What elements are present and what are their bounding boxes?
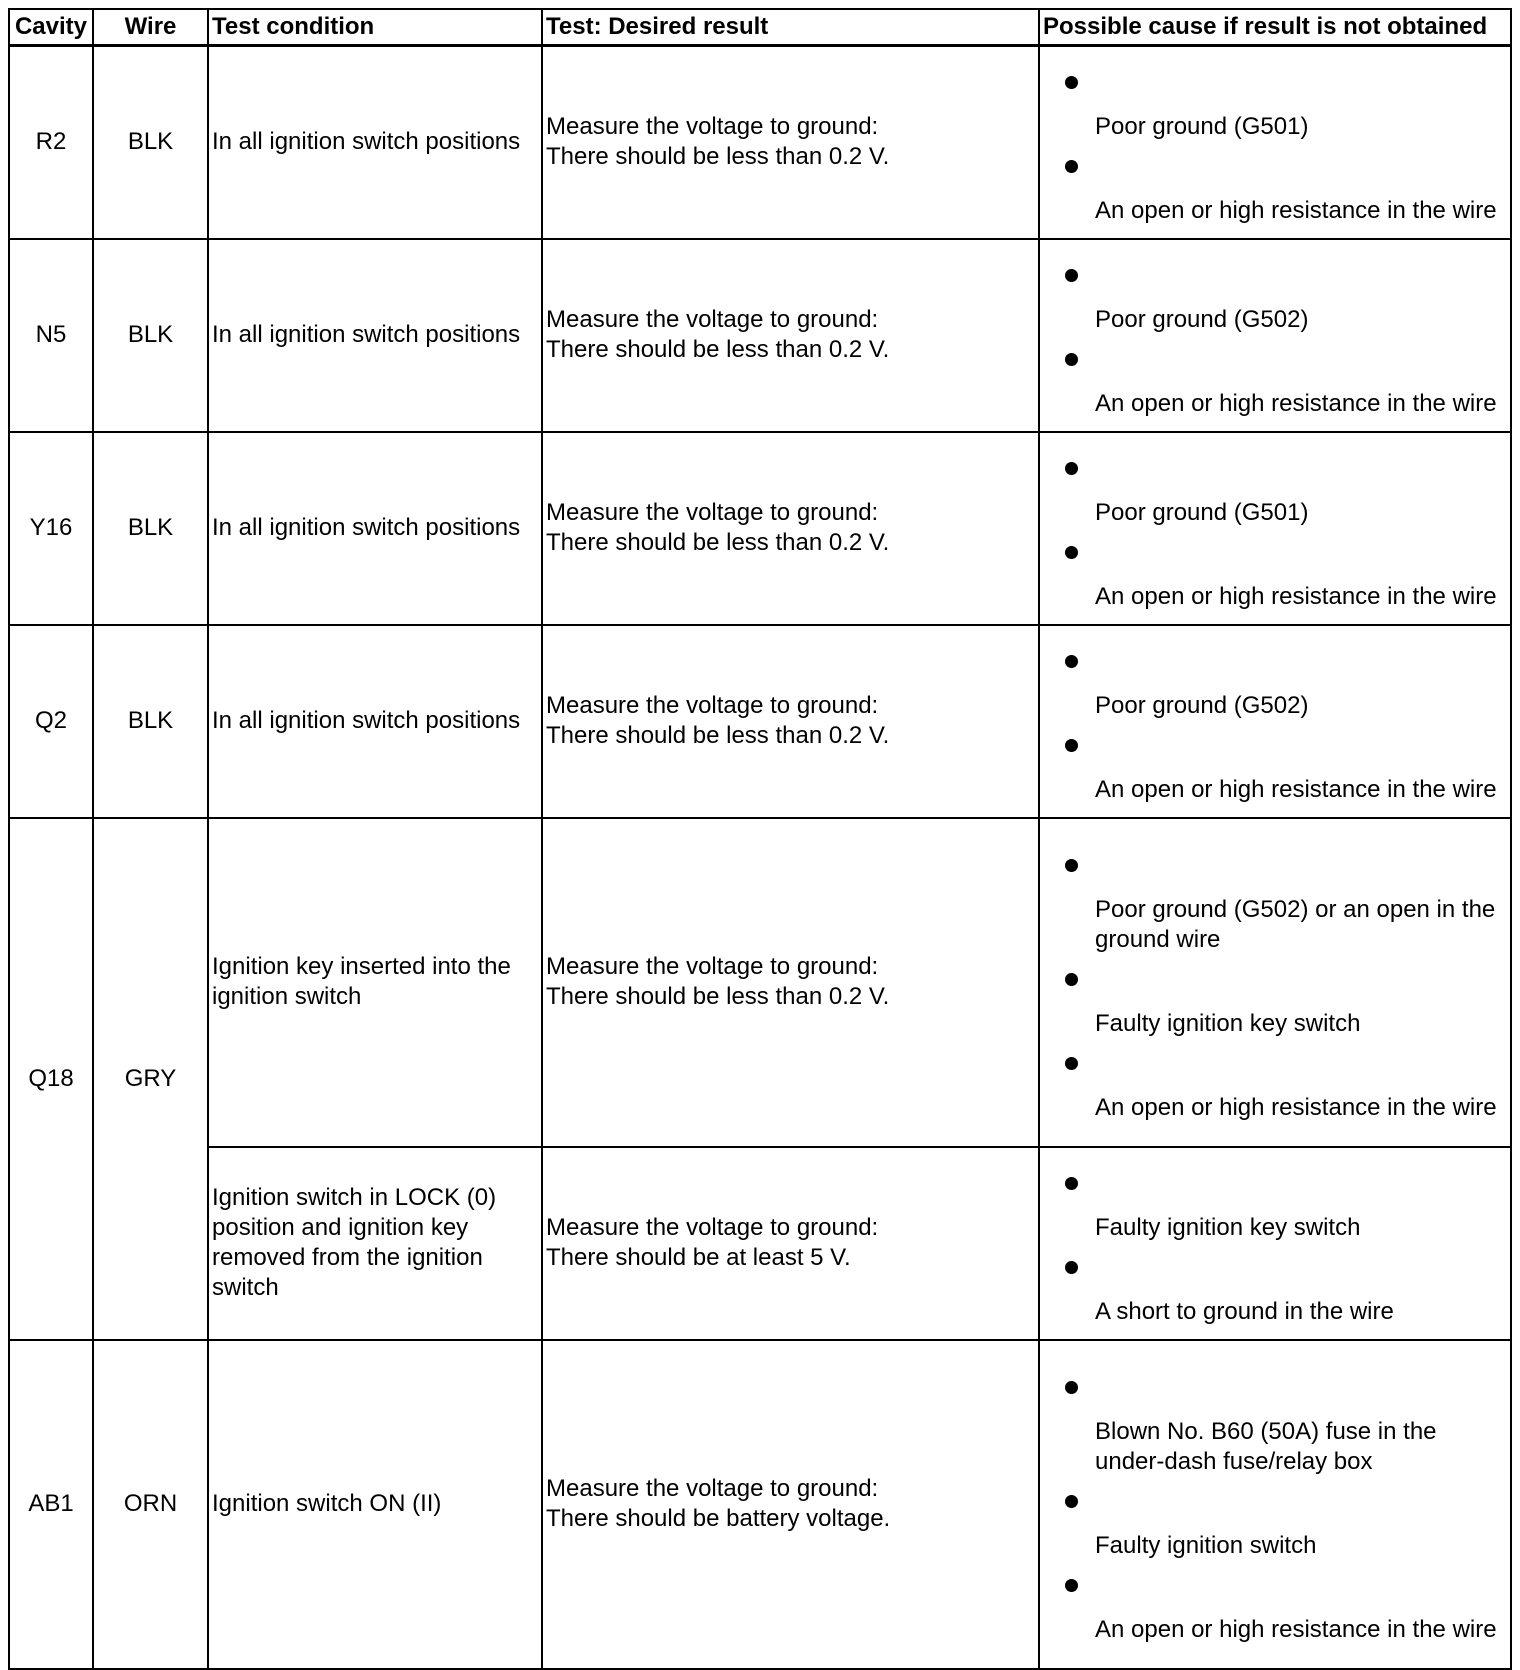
- table-row: [9, 46, 1511, 239]
- table-row: [9, 239, 1511, 432]
- bullet-icon: [1065, 1579, 1078, 1592]
- wire-cell: BLK: [93, 239, 208, 432]
- condition-cell: Ignition switch in LOCK (0) position and ignition key removed from the ignition switch: [208, 1147, 542, 1340]
- cause-item: [1043, 1039, 1507, 1123]
- bullet-icon: [1065, 1381, 1078, 1394]
- table-row: [9, 432, 1511, 625]
- table-row: [9, 625, 1511, 818]
- cause-item: [1043, 637, 1507, 721]
- cause-text: Faulty ignition switch: [1095, 1532, 1317, 1559]
- bullet-icon: [1065, 973, 1078, 986]
- cause-item: [1043, 1561, 1507, 1645]
- cause-text: Poor ground (G502): [1095, 692, 1309, 719]
- cause-item: [1043, 721, 1507, 805]
- causes-cell: [1039, 1147, 1511, 1340]
- result-line: Measure the voltage to ground:: [546, 692, 879, 719]
- result-line: Measure the voltage to ground:: [546, 1214, 879, 1241]
- header-wire: Wire: [93, 9, 208, 46]
- causes-cell: [1039, 239, 1511, 432]
- test-table: [8, 8, 1512, 1670]
- bullet-icon: [1065, 859, 1078, 872]
- cause-text: Blown No. B60 (50A) fuse in the under-dash fuse/relay box: [1095, 1418, 1437, 1475]
- result-cell: [542, 1340, 1039, 1669]
- bullet-icon: [1065, 160, 1078, 173]
- causes-cell: [1039, 818, 1511, 1147]
- header-test-condition: Test condition: [208, 9, 542, 46]
- condition-cell: In all ignition switch positions: [208, 46, 542, 239]
- cause-text: An open or high resistance in the wire: [1095, 1094, 1497, 1121]
- result-line: There should be at least 5 V.: [546, 1244, 851, 1271]
- cause-text: Faulty ignition key switch: [1095, 1214, 1361, 1241]
- result-line: Measure the voltage to ground:: [546, 1475, 879, 1502]
- cause-text: An open or high resistance in the wire: [1095, 390, 1497, 417]
- result-cell: [542, 818, 1039, 1147]
- cavity-cell: Y16: [9, 432, 93, 625]
- causes-cell: [1039, 625, 1511, 818]
- wire-cell: ORN: [93, 1340, 208, 1669]
- condition-cell: Ignition key inserted into the ignition switch: [208, 818, 542, 1147]
- bullet-icon: [1065, 739, 1078, 752]
- header-row: [9, 9, 1511, 46]
- cause-text: An open or high resistance in the wire: [1095, 583, 1497, 610]
- cause-item: [1043, 841, 1507, 955]
- table-row: [9, 1340, 1511, 1669]
- condition-cell: Ignition switch ON (II): [208, 1340, 542, 1669]
- cause-item: [1043, 335, 1507, 419]
- cause-item: [1043, 1477, 1507, 1561]
- cause-text: Poor ground (G502) or an open in the ground wire: [1095, 896, 1496, 953]
- cavity-cell: Q18: [9, 818, 93, 1340]
- result-line: There should be less than 0.2 V.: [546, 529, 890, 556]
- cause-text: An open or high resistance in the wire: [1095, 1616, 1497, 1643]
- cause-item: [1043, 251, 1507, 335]
- cause-item: [1043, 142, 1507, 226]
- cavity-cell: N5: [9, 239, 93, 432]
- result-cell: [542, 625, 1039, 818]
- cause-item: [1043, 1159, 1507, 1243]
- cavity-cell: AB1: [9, 1340, 93, 1669]
- cause-item: [1043, 58, 1507, 142]
- bullet-icon: [1065, 1261, 1078, 1274]
- cause-text: An open or high resistance in the wire: [1095, 776, 1497, 803]
- result-line: There should be less than 0.2 V.: [546, 722, 890, 749]
- cause-item: [1043, 528, 1507, 612]
- result-cell: [542, 46, 1039, 239]
- result-line: Measure the voltage to ground:: [546, 306, 879, 333]
- result-line: Measure the voltage to ground:: [546, 113, 879, 141]
- bullet-icon: [1065, 1495, 1078, 1508]
- header-possible-cause: Possible cause if result is not obtained: [1039, 9, 1511, 46]
- bullet-icon: [1065, 546, 1078, 559]
- condition-cell: In all ignition switch positions: [208, 239, 542, 432]
- cause-text: Faulty ignition key switch: [1095, 1010, 1361, 1037]
- causes-cell: [1039, 46, 1511, 239]
- result-line: There should be less than 0.2 V.: [546, 983, 890, 1010]
- cause-text: Poor ground (G501): [1095, 113, 1309, 141]
- result-cell: [542, 1147, 1039, 1340]
- wire-cell: GRY: [93, 818, 208, 1340]
- bullet-icon: [1065, 76, 1078, 89]
- cause-item: [1043, 1363, 1507, 1477]
- condition-cell: In all ignition switch positions: [208, 625, 542, 818]
- result-line: There should be battery voltage.: [546, 1505, 891, 1532]
- result-line: Measure the voltage to ground:: [546, 953, 879, 980]
- result-line: There should be less than 0.2 V.: [546, 336, 890, 363]
- wire-cell: BLK: [93, 46, 208, 239]
- causes-cell: [1039, 1340, 1511, 1669]
- cavity-cell: Q2: [9, 625, 93, 818]
- result-line: There should be less than 0.2 V.: [546, 143, 890, 171]
- result-line: Measure the voltage to ground:: [546, 499, 879, 526]
- result-cell: [542, 239, 1039, 432]
- cause-text: Poor ground (G502): [1095, 306, 1309, 333]
- bullet-icon: [1065, 462, 1078, 475]
- cause-item: [1043, 1243, 1507, 1327]
- header-cavity: Cavity: [9, 9, 93, 46]
- header-desired-result: Test: Desired result: [542, 9, 1039, 46]
- bullet-icon: [1065, 353, 1078, 366]
- table-row: [9, 1147, 1511, 1340]
- causes-cell: [1039, 432, 1511, 625]
- result-cell: [542, 432, 1039, 625]
- bullet-icon: [1065, 269, 1078, 282]
- cause-text: Poor ground (G501): [1095, 499, 1309, 526]
- bullet-icon: [1065, 1177, 1078, 1190]
- cause-text: An open or high resistance in the wire: [1095, 197, 1497, 225]
- bullet-icon: [1065, 655, 1078, 668]
- table-row: [9, 818, 1511, 1147]
- cause-item: [1043, 955, 1507, 1039]
- wire-cell: BLK: [93, 432, 208, 625]
- bullet-icon: [1065, 1057, 1078, 1070]
- cause-text: A short to ground in the wire: [1095, 1298, 1394, 1325]
- cause-item: [1043, 444, 1507, 528]
- cavity-cell: R2: [9, 46, 93, 239]
- wire-cell: BLK: [93, 625, 208, 818]
- condition-cell: In all ignition switch positions: [208, 432, 542, 625]
